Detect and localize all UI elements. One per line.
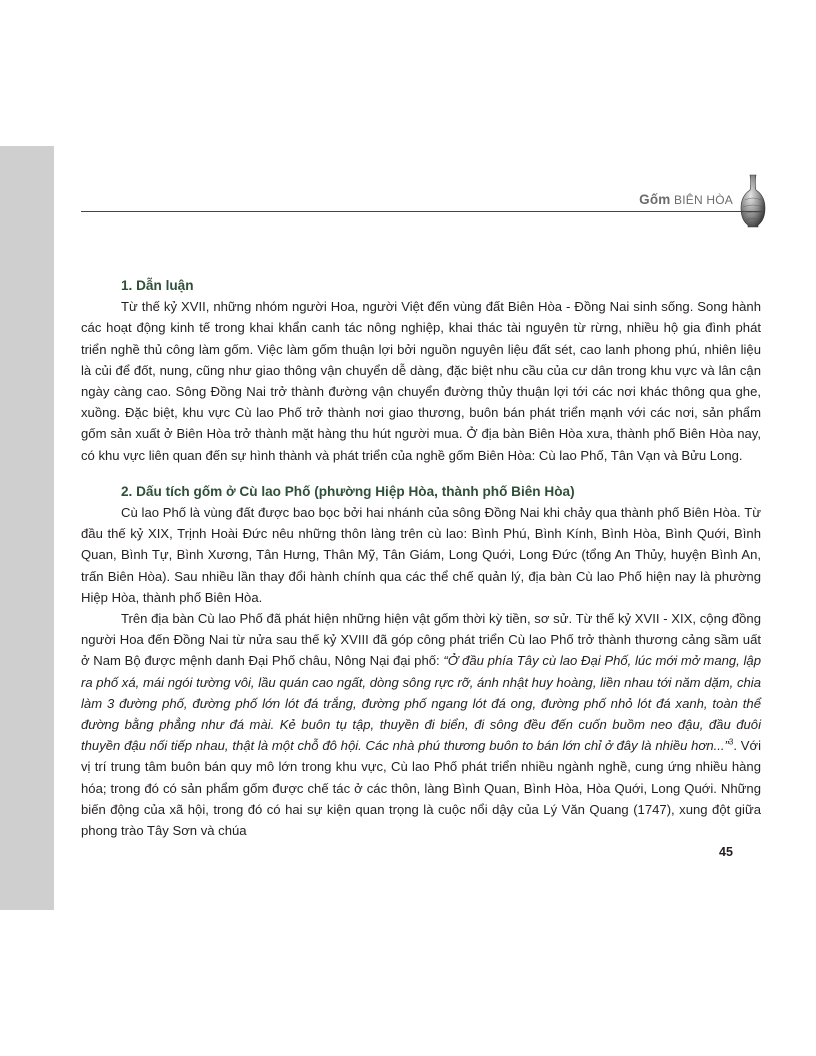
section-heading-2: 2. Dấu tích gốm ở Cù lao Phố (phường Hiệp Hòa, thành phố Biên Hòa) — [121, 483, 575, 499]
quotation: “Ở đầu phía Tây cù lao Đại Phố, lúc mới mở mang, lập ra phố xá, mái ngói tường vôi, lầu quán cao ngất, dòng sông rực rỡ, ánh nhật huy hoàng, liền nhau tới năm dặm, chia làm 3 đường phố, đường phố lớn lót đá trắng, đường phố ngang lót đá ong, đường phố nhỏ lót đá xanh, toàn thể đường bằng phẳng như đá mài. Kẻ buôn tụ tập, thuyền đi biển, đi sông đều đến cuốn buồm neo đậu, đầu đuôi thuyền đậu nối tiếp nhau, thật là một chỗ đô hội. Các nhà phú thương buôn to bán lớn chỉ ở đây là nhiều hơn...” — [81, 653, 761, 754]
footnote-reference: 3 — [728, 737, 734, 747]
paragraph-text-continued: . Với vị trí trung tâm buôn bán quy mô lớn trong khu vực, Cù lao Phố phát triển nhiều ngành nghề, cung ứng nhiều hàng hóa; trong đó có sản phẩm gốm được chế tác ở các thôn, làng Bình Quan, Bình Hòa, Hòa Quới, Long Quới. Những biến động của xã hội, trong đó có hai sự kiện quan trọng là cuộc nổi dậy của Lý Văn Quang (1747), xung đột giữa phong trào Tây Sơn và chúa — [81, 738, 761, 839]
header-title-sub: BIÊN HÒA — [674, 193, 733, 207]
running-header — [639, 192, 733, 207]
section-2-paragraph-1: Cù lao Phố là vùng đất được bao bọc bởi hai nhánh của sông Đồng Nai khi chảy qua thành phố Biên Hòa. Từ đầu thế kỷ XIX, Trịnh Hoài Đức nêu những thôn làng trên cù lao: Bình Phú, Bình Kính, Bình Hòa, Bình Quới, Bình Quan, Bình Tự, Bình Xương, Tân Hưng, Thân Mỹ, Tân Giám, Long Quới, Long Đức (tổng An Thủy, huyện Bình An, trấn Biên Hòa). Sau nhiều lần thay đổi hành chính qua các thể chế quản lý, địa bàn Cù lao Phố hiện nay là phường Hiệp Hòa, thành phố Biên Hòa. — [81, 505, 761, 605]
section-2-paragraph-2 — [81, 608, 761, 841]
paragraph-text: Trên địa bàn Cù lao Phố đã phát hiện những hiện vật gốm thời kỳ tiền, sơ sử. Từ thế kỷ XVII - XIX, cộng đồng người Hoa đến Đồng Nai từ nửa sau thế kỷ XVIII đã góp công phát triển Cù lao Phố trở thành thương cảng sầm uất ở Nam Bộ được mệnh danh Đại Phố châu, Nông Nại đại phố: — [81, 611, 761, 669]
left-margin-band — [0, 146, 54, 910]
page-number: 45 — [719, 845, 733, 859]
page-body — [81, 275, 761, 841]
header-rule — [81, 211, 762, 212]
section-1-paragraph: Từ thế kỷ XVII, những nhóm người Hoa, người Việt đến vùng đất Biên Hòa - Đồng Nai sinh sống. Song hành các hoạt động kinh tế trong khai khẩn canh tác nông nghiệp, khai thác tài nguyên từ rừng, nhiều hộ gia đình phát triển nghề thủ công làm gốm. Việc làm gốm thuận lợi bởi nguồn nguyên liệu đất sét, cao lanh phong phú, nhiên liệu là củi để đốt, nung, cũng như giao thông vận chuyển dễ dàng, đặc biệt nhu cầu của cư dân trong khu vực và lân cận ngày càng cao. Sông Đồng Nai trở thành đường vận chuyển đường thủy thuận lợi tới các nơi khác thông qua ghe, xuồng. Đặc biệt, khu vực Cù lao Phố trở thành nơi giao thương, buôn bán phát triển mạnh với các nơi, sản phẩm gốm sản xuất ở Biên Hòa trở thành mặt hàng thu hút người mua. Ở địa bàn Biên Hòa xưa, thành phố Biên Hòa nay, có khu vực liên quan đến sự hình thành và phát triển của nghề gốm Biên Hòa: Cù lao Phố, Tân Vạn và Bửu Long. — [81, 299, 761, 463]
section-heading-1: 1. Dẫn luận — [121, 278, 194, 293]
header-title-main: Gốm — [639, 192, 671, 207]
vase-icon — [740, 174, 766, 228]
